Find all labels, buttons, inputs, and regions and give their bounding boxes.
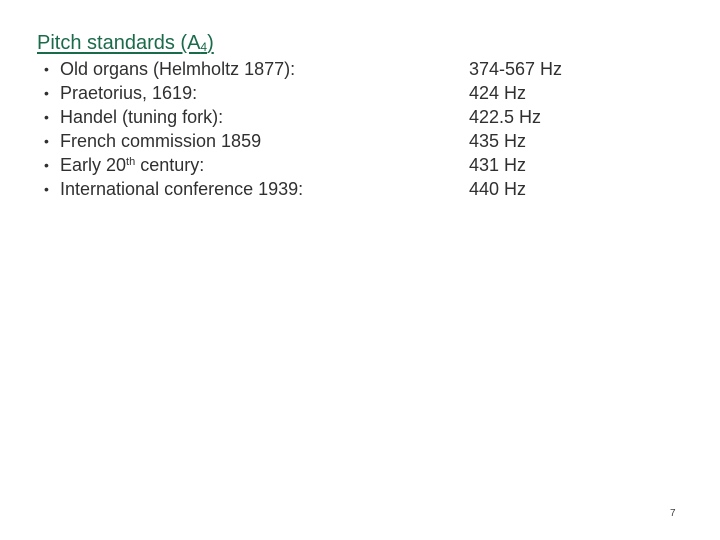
page-number: 7: [670, 508, 676, 519]
item-label-superscript: th: [126, 156, 136, 168]
bullet-icon: •: [44, 85, 49, 101]
item-label-rest: century:: [135, 155, 205, 175]
bullet-icon: •: [44, 61, 49, 77]
slide-title-subscript: 4: [200, 40, 208, 54]
item-label: Handel (tuning fork):: [60, 107, 224, 127]
item-value: 435 Hz: [469, 131, 527, 151]
item-label: Praetorius, 1619:: [60, 83, 198, 103]
item-value: 440 Hz: [469, 179, 527, 199]
list-item: [44, 153, 684, 177]
slide-title-main: Pitch standards (A: [37, 32, 201, 54]
list-item: [44, 177, 684, 201]
bullet-icon: •: [44, 157, 49, 173]
item-value: 374-567 Hz: [469, 59, 563, 79]
item-label: [60, 153, 204, 177]
item-value: 431 Hz: [469, 155, 527, 175]
item-value: 422.5 Hz: [469, 107, 542, 127]
slide-title-close: ): [207, 32, 214, 54]
bullet-icon: •: [44, 109, 49, 125]
list-item: [44, 105, 684, 129]
item-label: French commission 1859: [60, 131, 262, 151]
item-label: Old organs (Helmholtz 1877):: [60, 59, 296, 79]
bullet-icon: •: [44, 181, 49, 197]
item-label-main: Early 20: [60, 155, 127, 175]
pitch-standards-list: [44, 57, 684, 201]
slide-title: [37, 30, 214, 56]
list-item: [44, 81, 684, 105]
bullet-icon: •: [44, 133, 49, 149]
item-label: International conference 1939:: [60, 179, 304, 199]
item-value: 424 Hz: [469, 83, 527, 103]
list-item: [44, 57, 684, 81]
list-item: [44, 129, 684, 153]
